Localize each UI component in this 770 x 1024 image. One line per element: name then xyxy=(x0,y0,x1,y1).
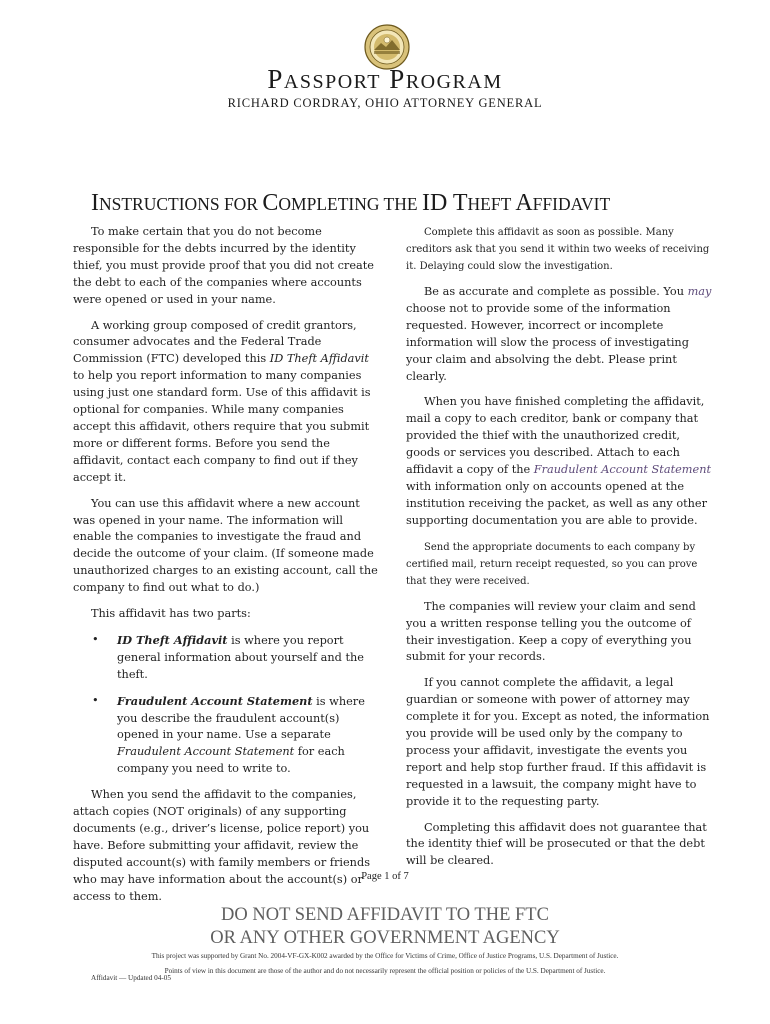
warning-line: DO NOT SEND AFFIDAVIT TO THE FTC xyxy=(221,905,549,925)
page-number: Page 1 of 7 xyxy=(361,871,409,882)
right-column xyxy=(406,224,713,879)
paragraph: Completing this affidavit does not guarantee that the identity thief will be prosecuted or that the debt will be cleared. xyxy=(406,820,707,868)
paragraph: When you have finished completing the affidavit, mail a copy to each creditor, bank or company that provided the thief with the unauthorized credit, goods or services you described. Attach to each affidavit a copy of the Fraudulent Account Statement with information only on accounts opened at the institution receiving the packet, as well as any other supporting documentation you are able to provide. xyxy=(406,395,712,527)
paragraph: A working group composed of credit grantors, consumer advocates and the Federal Trade Commission (FTC) developed this ID Theft Affidavit to help you report information to many companies using just one standard form. Use of this affidavit is optional for companies. While many companies accept this affidavit, others require that you submit more or different forms. Before you send the affidavit, contact each company to find out if they accept it. xyxy=(73,318,371,484)
paragraph: Complete this affidavit as soon as possible. Many creditors ask that you send it within two weeks of receiving it. Delaying could slow the investigation. xyxy=(406,227,710,272)
paragraph: Send the appropriate documents to each company by certified mail, return receipt requested, so you can prove that they were received. xyxy=(406,541,698,587)
paragraph: You can use this affidavit where a new account was opened in your name. The information will enable the companies to investigate the fraud and decide the outcome of your claim. (If someone made unauthorized charges to an existing account, call the company to find out what to do.) xyxy=(73,496,378,595)
paragraph: If you cannot complete the affidavit, a legal guardian or someone with power of attorney may complete it for you. Except as noted, the information you provide will be used only by the company to process your affidavit, investigate the events you report and help stop further fraud. If this affidavit is requested in a lawsuit, the company might have to provide it to the requesting party. xyxy=(406,676,710,808)
funding-line: This project was supported by Grant No. 2004-VF-GX-K002 awarded by the Office for Victims of Crime, Office of Justice Programs, U.S. Department of Justice. xyxy=(151,952,619,960)
left-column xyxy=(73,224,380,915)
warning-line: OR ANY OTHER GOVERNMENT AGENCY xyxy=(210,928,560,948)
parts-list xyxy=(73,632,380,778)
program-title: PASSPORT PROGRAM xyxy=(267,64,503,94)
warning-notice xyxy=(0,904,770,950)
list-item: • ID Theft Affidavit is where you report general information about yourself and the theft. xyxy=(92,632,364,681)
paragraph: This affidavit has two parts: xyxy=(91,607,251,621)
document-title: INSTRUCTIONS FOR COMPLETING THE ID THEFT AFFIDAVIT xyxy=(91,190,611,216)
program-subtitle: RICHARD CORDRAY, OHIO ATTORNEY GENERAL xyxy=(227,96,543,110)
paragraph: To make certain that you do not become responsible for the debts incurred by the identity thief, you must provide proof that you did not create the debt to each of the companies where accounts were opened or used in your name. xyxy=(73,225,374,306)
list-item: • Fraudulent Account Statement is where you describe the fraudulent account(s) opened in your name. Use a separate Fraudulent Account Statement for each company you need to write to. xyxy=(92,693,365,776)
funding-line: Points of view in this document are those of the author and do not necessarily represent the official position or policies of the U.S. Department of Justice. xyxy=(164,967,606,975)
paragraph: Be as accurate and complete as possible. You may choose not to provide some of the information requested. However, incorrect or incomplete information will slow the process of investigating your claim and absolving the debt. Please print clearly. xyxy=(406,285,712,383)
paragraph: When you send the affidavit to the companies, attach copies (NOT originals) of any supporting documents (e.g., driver’s license, police report) you have. Before submitting your affidavit, review the disputed account(s) with family members or friends who may have information about the account(s) or access to them. xyxy=(73,788,370,903)
paragraph: The companies will review your claim and send you a written response telling you the outcome of their investigation. Keep a copy of everything you submit for your records. xyxy=(406,599,696,664)
revision-date: Affidavit — Updated 04-05 xyxy=(91,974,171,982)
